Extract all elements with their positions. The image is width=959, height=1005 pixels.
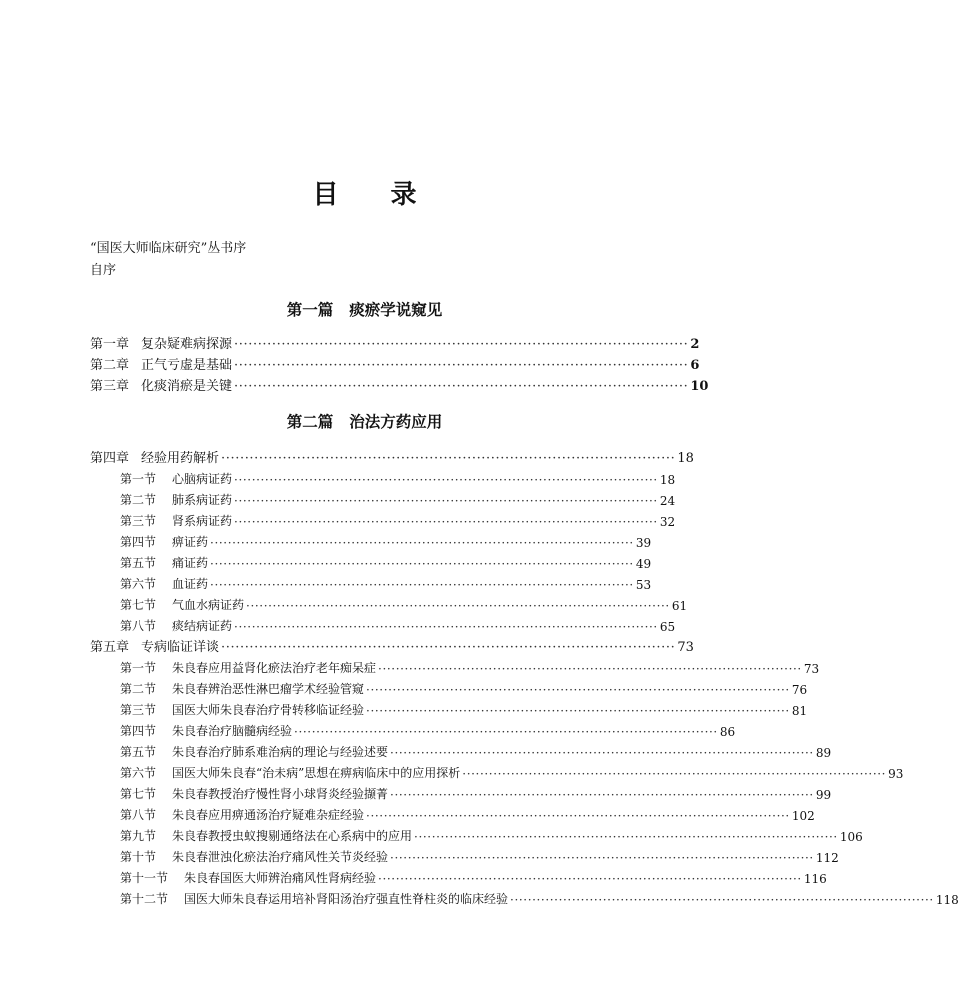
page-number: 116 [803, 872, 827, 886]
leader-dots: ································································································ [390, 746, 814, 760]
leader-dots: ································································································ [390, 788, 814, 802]
section-number: 第十节 [120, 850, 157, 864]
page-number: 93 [888, 767, 904, 781]
toc-section[interactable] [120, 763, 904, 781]
section-title: 朱良春应用痹通汤治疗疑难杂症经验 [172, 808, 365, 822]
page-number: 106 [839, 830, 863, 844]
leader-dots: ································································································ [210, 536, 634, 550]
section-number: 第八节 [120, 619, 157, 633]
leader-dots: ································································································ [234, 620, 658, 634]
front-matter-series-preface[interactable]: “国医大师临床研究”丛书序 [90, 241, 247, 256]
page-number: 24 [659, 494, 676, 508]
section-number: 第十二节 [120, 892, 169, 906]
section-title: 气血水病证药 [172, 598, 245, 612]
chapter-title: 化痰消瘀是关键 [141, 379, 233, 394]
toc-section[interactable] [120, 805, 815, 823]
leader-dots: ································································································ [462, 767, 887, 781]
toc-section[interactable] [120, 784, 832, 802]
leader-dots: ································································································ [366, 809, 790, 823]
chapter-number: 第二章 [90, 358, 130, 373]
page-number: 18 [659, 473, 676, 487]
toc-section[interactable] [120, 469, 676, 487]
section-title: 朱良春泄浊化瘀法治疗痛风性关节炎经验 [172, 850, 389, 864]
section-number: 第四节 [120, 724, 157, 738]
toc-section[interactable] [120, 826, 863, 844]
page-title-char-1: 目 [312, 179, 339, 210]
toc-section[interactable] [120, 511, 676, 529]
page-number: 39 [635, 536, 652, 550]
leader-dots: ································································································ [234, 358, 689, 373]
front-matter-author-preface[interactable]: 自序 [90, 263, 117, 278]
toc-section[interactable] [120, 532, 652, 550]
leader-dots: ································································································ [234, 494, 658, 508]
leader-dots: ································································································ [234, 515, 658, 529]
toc-section[interactable] [120, 679, 808, 697]
section-title: 国医大师朱良春治疗骨转移临证经验 [172, 703, 365, 717]
section-number: 第七节 [120, 598, 157, 612]
toc-section[interactable] [120, 889, 959, 907]
toc-chapter-2[interactable] [90, 355, 700, 373]
leader-dots: ································································································ [234, 379, 689, 394]
leader-dots: ································································································ [378, 872, 802, 886]
section-title: 肺系病证药 [172, 493, 233, 507]
section-number: 第八节 [120, 808, 157, 822]
part-1-number: 第一篇 [286, 300, 334, 319]
chapter-number: 第三章 [90, 379, 130, 394]
leader-dots: ································································································ [294, 725, 718, 739]
page-number: 10 [690, 379, 709, 394]
leader-dots: ································································································ [246, 599, 670, 613]
toc-chapter-1[interactable] [90, 334, 700, 352]
page-number: 89 [815, 746, 832, 760]
page-number: 73 [803, 662, 820, 676]
toc-section[interactable] [120, 721, 736, 739]
section-title: 痰结病证药 [172, 619, 233, 633]
toc-section[interactable] [120, 553, 652, 571]
section-number: 第四节 [120, 535, 157, 549]
part-2-number: 第二篇 [286, 412, 334, 431]
toc-section[interactable] [120, 490, 676, 508]
part-2-title: 治法方药应用 [349, 412, 443, 431]
page-title [0, 172, 729, 212]
section-number: 第七节 [120, 787, 157, 801]
page-number: 65 [659, 620, 676, 634]
section-title: 朱良春教授治疗慢性肾小球肾炎经验撷菁 [172, 787, 389, 801]
leader-dots: ································································································ [221, 640, 676, 655]
page-number: 118 [935, 893, 959, 907]
section-number: 第五节 [120, 745, 157, 759]
section-number: 第六节 [120, 577, 157, 591]
section-number: 第五节 [120, 556, 157, 570]
section-title: 国医大师朱良春“治未病”思想在痹病临床中的应用探析 [172, 766, 461, 780]
chapter-title: 专病临证详谈 [141, 640, 220, 655]
page-number: 61 [671, 599, 688, 613]
page-number: 6 [690, 358, 700, 373]
page-title-char-2: 录 [390, 179, 417, 210]
section-title: 血证药 [172, 577, 209, 591]
section-title: 痹证药 [172, 535, 209, 549]
section-title: 朱良春治疗肺系难治病的理论与经验述要 [172, 745, 389, 759]
section-title: 朱良春治疗脑髓病经验 [172, 724, 293, 738]
leader-dots: ································································································ [378, 662, 802, 676]
page-number: 99 [815, 788, 832, 802]
section-number: 第二节 [120, 493, 157, 507]
leader-dots: ································································································ [414, 830, 838, 844]
page-number: 53 [635, 578, 652, 592]
section-number: 第二节 [120, 682, 157, 696]
leader-dots: ································································································ [366, 704, 790, 718]
section-number: 第三节 [120, 703, 157, 717]
page-number: 102 [791, 809, 815, 823]
leader-dots: ································································································ [366, 683, 790, 697]
page-number: 49 [635, 557, 652, 571]
leader-dots: ································································································ [234, 337, 689, 352]
part-1-heading [0, 298, 729, 320]
toc-chapter-5[interactable] [90, 637, 694, 655]
section-number: 第十一节 [120, 871, 169, 885]
leader-dots: ································································································ [221, 451, 676, 466]
toc-section[interactable] [120, 595, 688, 613]
leader-dots: ································································································ [234, 473, 658, 487]
chapter-title: 复杂疑难病探源 [141, 337, 233, 352]
toc-section[interactable] [120, 616, 676, 634]
section-title: 朱良春辨治恶性淋巴瘤学术经验管窥 [172, 682, 365, 696]
section-title: 国医大师朱良春运用培补肾阳汤治疗强直性脊柱炎的临床经验 [184, 892, 509, 906]
page-number: 112 [815, 851, 839, 865]
section-title: 肾系病证药 [172, 514, 233, 528]
toc-section[interactable] [120, 658, 820, 676]
part-2-heading [0, 410, 729, 432]
chapter-title: 经验用药解析 [141, 451, 220, 466]
toc-section[interactable] [120, 700, 808, 718]
chapter-number: 第五章 [90, 640, 130, 655]
section-number: 第一节 [120, 661, 157, 675]
page-number: 76 [791, 683, 808, 697]
toc-section[interactable] [120, 742, 832, 760]
page-number: 18 [677, 451, 694, 466]
toc-chapter-4[interactable] [90, 448, 694, 466]
section-title: 朱良春应用益肾化瘀法治疗老年痴呆症 [172, 661, 377, 675]
section-number: 第九节 [120, 829, 157, 843]
section-title: 痛证药 [172, 556, 209, 570]
section-title: 朱良春国医大师辨治痛风性肾病经验 [184, 871, 377, 885]
page-number: 86 [719, 725, 736, 739]
section-title: 朱良春教授虫蚁搜剔通络法在心系病中的应用 [172, 829, 413, 843]
leader-dots: ································································································ [510, 893, 934, 907]
leader-dots: ································································································ [210, 557, 634, 571]
page-number: 32 [659, 515, 676, 529]
toc-section[interactable] [120, 847, 839, 865]
leader-dots: ································································································ [390, 851, 814, 865]
toc-chapter-3[interactable] [90, 376, 709, 394]
chapter-number: 第四章 [90, 451, 130, 466]
section-title: 心脑病证药 [172, 472, 233, 486]
chapter-title: 正气亏虚是基础 [141, 358, 233, 373]
page-number: 73 [677, 640, 694, 655]
toc-section[interactable] [120, 574, 652, 592]
page-number: 2 [690, 337, 700, 352]
section-number: 第三节 [120, 514, 157, 528]
chapter-number: 第一章 [90, 337, 130, 352]
section-number: 第一节 [120, 472, 157, 486]
section-number: 第六节 [120, 766, 157, 780]
part-1-title: 痰瘀学说窥见 [349, 300, 443, 319]
leader-dots: ································································································ [210, 578, 634, 592]
toc-section[interactable] [120, 868, 827, 886]
page-number: 81 [791, 704, 808, 718]
